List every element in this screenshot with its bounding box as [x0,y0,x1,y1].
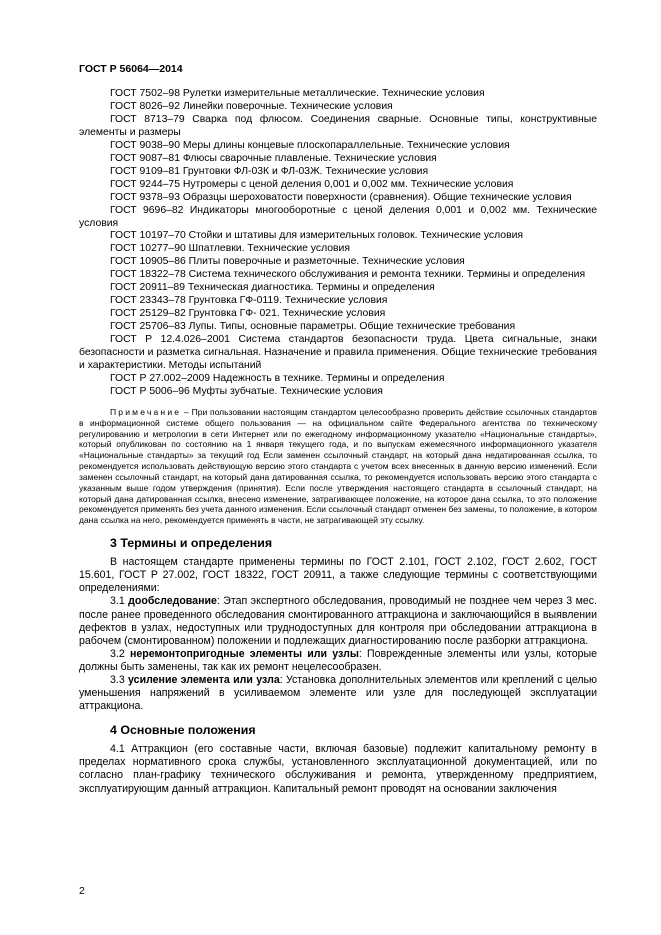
reference-item: ГОСТ 9378–93 Образцы шероховатости поверхности (сравнения). Общие технические условия [110,191,572,203]
note-paragraph [79,407,597,526]
section-3-heading: 3 Термины и определения [110,536,273,551]
term-3-2 [79,648,597,674]
reference-item: ГОСТ 23343–78 Грунтовка ГФ-0119. Технические условия [110,295,388,307]
section-4-paragraph: 4.1 Аттракцион (его составные части, включая базовые) подлежит капитальному ремонту в пределах нормативного срока службы, установленного эксплуатационной документацией, или по согласно план-графику технического обслуживания и ремонта, утвержденному предприятием, эксплуатирующим данный аттракцион. Капитальный ремонт проводят на основании заключения [79,743,597,795]
references-list [79,88,597,399]
section-3-intro: В настоящем стандарте применены термины по ГОСТ 2.101, ГОСТ 2.102, ГОСТ 2.602, ГОСТ 15.601, ГОСТ Р 27.002, ГОСТ 18322, ГОСТ 20911, а также следующие термины с соответствующими определениями: [79,556,597,595]
note-label: Примечание [110,406,182,417]
reference-item: ГОСТ 10905–86 Плиты поверочные и разметочные. Технические условия [110,256,465,268]
term-definition: : Поврежденные элементы или узлы, которые должны быть заменены, так как их ремонт нецелесообразен. [79,647,597,673]
reference-item: ГОСТ Р 12.4.026–2001 Система стандартов безопасности труда. Цвета сигнальные, знаки безопасности и разметка сигнальная. Назначение и правила применения. Общие технические требования и характеристики. Методы испытаний [79,334,597,372]
term-definition: : Установка дополнительных элементов или креплений с целью уменьшения напряжений в усиливаемом элементе или узле для последующей эксплуатации аттракциона. [79,674,597,713]
reference-item: ГОСТ 20911–89 Техническая диагностика. Термины и определения [110,282,435,294]
reference-item: ГОСТ 25706–83 Лупы. Типы, основные параметры. Общие технические требования [110,321,516,333]
term-name: дообследование [128,595,217,608]
reference-item: ГОСТ 9696–82 Индикаторы многооборотные с ценой деления 0,001 и 0,002 мм. Технические условия [79,204,597,229]
term-3-3 [79,674,597,713]
section-4-heading: 4 Основные положения [110,723,256,738]
reference-item: ГОСТ 25129–82 Грунтовка ГФ- 021. Технические условия [110,308,386,320]
term-number: 3.2 [110,647,130,660]
reference-item: ГОСТ Р 5006–96 Муфты зубчатые. Технические условия [110,385,383,397]
reference-item: ГОСТ 9109–81 Грунтовки ФЛ-03К и ФЛ-03Ж. Технические условия [110,165,429,177]
reference-item: ГОСТ 8713–79 Сварка под флюсом. Соединения сварные. Основные типы, конструктивные элементы и размеры [79,113,597,138]
reference-item: ГОСТ 8026–92 Линейки поверочные. Технические условия [110,100,393,112]
reference-item: ГОСТ 9038–90 Меры длины концевые плоскопараллельные. Технические условия [110,139,510,151]
page-number: 2 [79,885,85,897]
reference-item: ГОСТ Р 27.002–2009 Надежность в технике. Термины и определения [110,372,445,384]
reference-item: ГОСТ 10277–90 Шпатлевки. Технические условия [110,243,350,255]
document-body [79,88,597,796]
term-3-1 [79,595,597,647]
term-number: 3.3 [110,674,129,686]
term-definition: : Этап экспертного обследования, проводимый не позднее чем через 3 мес. после ранее проведенного обследования смонтированного аттракциона и заключающийся в выявлении дефектов в узлах, недоступных или труднодоступных для контроля при обследовании аттракциона в рабочем (смонтированном) положении и подлежащих диагностированию после разборки аттракциона. [79,595,598,647]
term-number: 3.1 [110,595,129,608]
term-name: усиление элемента или узла [128,674,280,686]
reference-item: ГОСТ 7502–98 Рулетки измерительные металлические. Технические условия [110,88,485,99]
reference-item: ГОСТ 10197–70 Стойки и штативы для измерительных головок. Технические условия [110,230,524,242]
document-header: ГОСТ Р 56064—2014 [79,63,183,75]
reference-item: ГОСТ 9244–75 Нутромеры с ценой деления 0,001 и 0,002 мм. Технические условия [110,178,514,190]
term-name: неремонтопригодные элементы или узлы [129,647,359,660]
note-text: – При пользовании настоящим стандартом целесообразно проверить действие ссылочных стандартов в информационной системе общего пользования — на официальном сайте Федерального агентства по техническому регулированию и метрологии в сети Интернет или по ежегодному информационному указателю «Национальные стандарты», который опубликован по состоянию на 1 января текущего года, и по выпускам ежемесячного информационного указателя «Национальные стандарты» за текущий год Если заменен ссылочный стандарт, на который дана недатированная ссылка, то рекомендуется использовать действующую версию этого стандарта с учетом всех внесенных в данную версию изменений. Если заменен ссылочный стандарт, на который дана датированная ссылка, то рекомендуется использовать версию этого стандарта с указанным выше годом утверждения (принятия). Если после утверждения настоящего стандарта в ссылочный стандарт, на который дана датированная ссылка, внесено изменение, затрагивающее положение, на которое дана ссылка, то это положение рекомендуется применять без учета данного изменения. Если ссылочный стандарт отменен без замены, то положение, в котором дана ссылка на него, рекомендуется применять в части, не затрагивающей эту ссылку. [79,406,597,526]
reference-item: ГОСТ 9087–81 Флюсы сварочные плавленые. Технические условия [110,152,437,164]
reference-item: ГОСТ 18322–78 Система технического обслуживания и ремонта техники. Термины и определения [110,269,586,281]
